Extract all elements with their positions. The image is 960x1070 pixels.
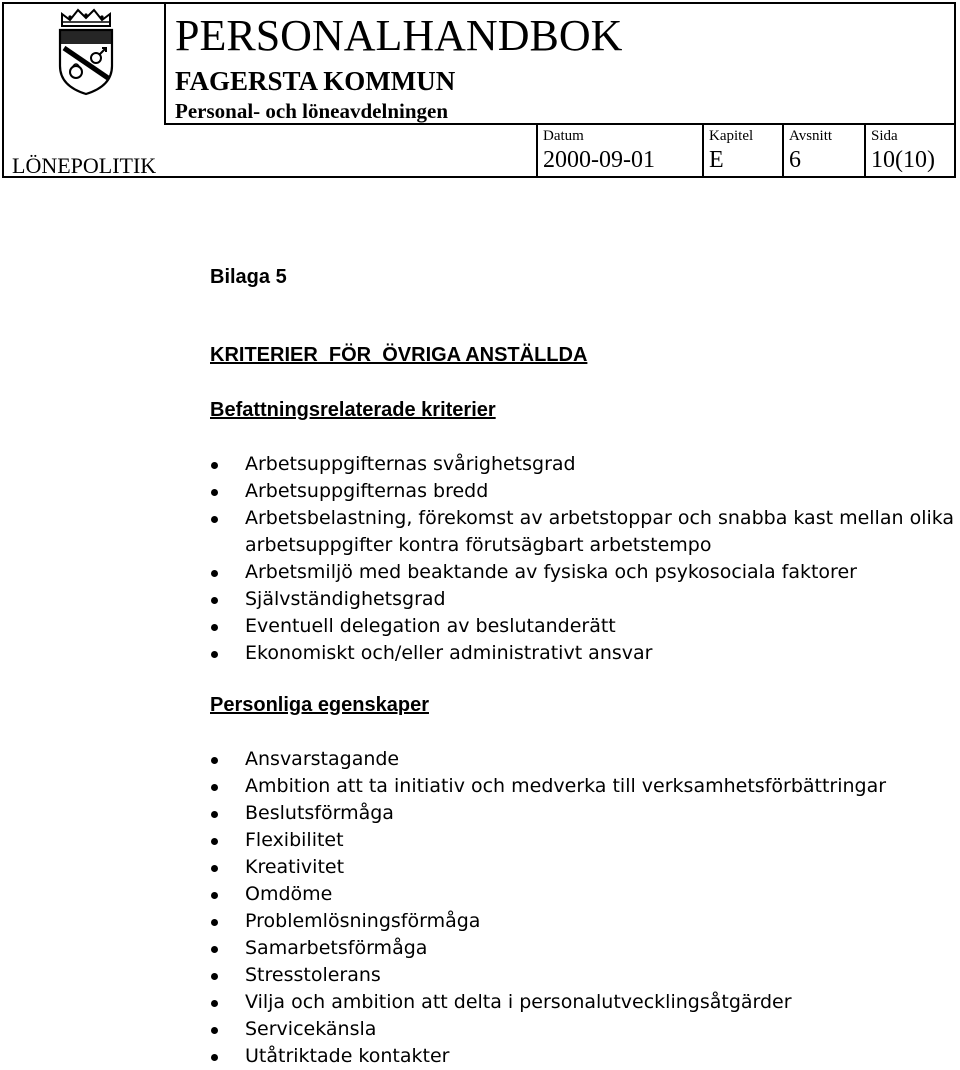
- bullet-icon: [211, 651, 218, 658]
- page-label: Sida: [871, 128, 898, 144]
- logo-cell: [4, 4, 166, 125]
- list-item-continuation: arbetsuppgifter kontra förutsägbart arbetstempo: [245, 534, 712, 556]
- position-criteria-list: [210, 451, 954, 667]
- page-cell: [864, 125, 954, 176]
- organization-name: FAGERSTA KOMMUN: [175, 66, 456, 96]
- chapter-label: Kapitel: [709, 128, 754, 144]
- list-item: Arbetsuppgifternas svårighetsgrad: [210, 451, 954, 478]
- bullet-icon: [211, 462, 218, 469]
- personal-qualities-list: [210, 746, 886, 1070]
- bullet-icon: [211, 624, 218, 631]
- bullet-icon: [211, 892, 218, 899]
- bullet-icon: [211, 811, 218, 818]
- coat-of-arms-logo: [56, 8, 116, 96]
- list-item: Självständighetsgrad: [210, 586, 954, 613]
- list-item: Samarbetsförmåga: [210, 935, 886, 962]
- list-item: Arbetsuppgifternas bredd: [210, 478, 954, 505]
- bullet-icon: [211, 1054, 218, 1061]
- list-item: Problemlösningsförmåga: [210, 908, 886, 935]
- date-cell: [536, 125, 702, 176]
- section-number-cell: [782, 125, 864, 176]
- handbook-title: PERSONALHANDBOK: [175, 11, 623, 60]
- bullet-icon: [211, 919, 218, 926]
- bullet-icon: [211, 757, 218, 764]
- section-name: LÖNEPOLITIK: [12, 153, 157, 178]
- appendix-label: Bilaga 5: [210, 266, 287, 288]
- list-item: Stresstolerans: [210, 962, 886, 989]
- bullet-icon: [211, 570, 218, 577]
- chapter-value: E: [709, 147, 724, 173]
- list-item: Ansvarstagande: [210, 746, 886, 773]
- bullet-icon: [211, 838, 218, 845]
- bullet-icon: [211, 597, 218, 604]
- list-item: Arbetsmiljö med beaktande av fysiska och psykosociala faktorer: [210, 559, 954, 586]
- list-item: Servicekänsla: [210, 1016, 886, 1043]
- metadata-row: [4, 125, 954, 176]
- document-header: [2, 2, 956, 178]
- list-item: Eventuell delegation av beslutanderätt: [210, 613, 954, 640]
- bullet-icon: [211, 1027, 218, 1034]
- bullet-icon: [211, 865, 218, 872]
- section-heading-personal-qualities: Personliga egenskaper: [210, 694, 429, 716]
- section-heading-position-criteria: Befattningsrelaterade kriterier: [210, 399, 496, 421]
- list-item: Ekonomiskt och/eller administrativt ansvar: [210, 640, 954, 667]
- list-item: Flexibilitet: [210, 827, 886, 854]
- date-value: 2000-09-01: [543, 147, 655, 173]
- list-item: Kreativitet: [210, 854, 886, 881]
- section-number-value: 6: [789, 147, 801, 173]
- bullet-icon: [211, 489, 218, 496]
- list-item: Vilja och ambition att delta i personalutvecklingsåtgärder: [210, 989, 886, 1016]
- list-item: Beslutsförmåga: [210, 800, 886, 827]
- main-heading: KRITERIER FÖR ÖVRIGA ANSTÄLLDA: [210, 344, 588, 366]
- title-block: [166, 4, 954, 125]
- list-item: Omdöme: [210, 881, 886, 908]
- bullet-icon: [211, 1000, 218, 1007]
- list-item: Utåtriktade kontakter: [210, 1043, 886, 1070]
- date-label: Datum: [543, 128, 584, 144]
- page-value: 10(10): [871, 147, 935, 173]
- chapter-cell: [702, 125, 782, 176]
- department-name: Personal- och löneavdelningen: [175, 99, 449, 123]
- bullet-icon: [211, 784, 218, 791]
- list-item: Ambition att ta initiativ och medverka till verksamhetsförbättringar: [210, 773, 886, 800]
- list-item: Arbetsbelastning, förekomst av arbetstoppar och snabba kast mellan olika: [210, 505, 954, 532]
- bullet-icon: [211, 973, 218, 980]
- bullet-icon: [211, 946, 218, 953]
- bullet-icon: [211, 516, 218, 523]
- section-number-label: Avsnitt: [789, 128, 833, 144]
